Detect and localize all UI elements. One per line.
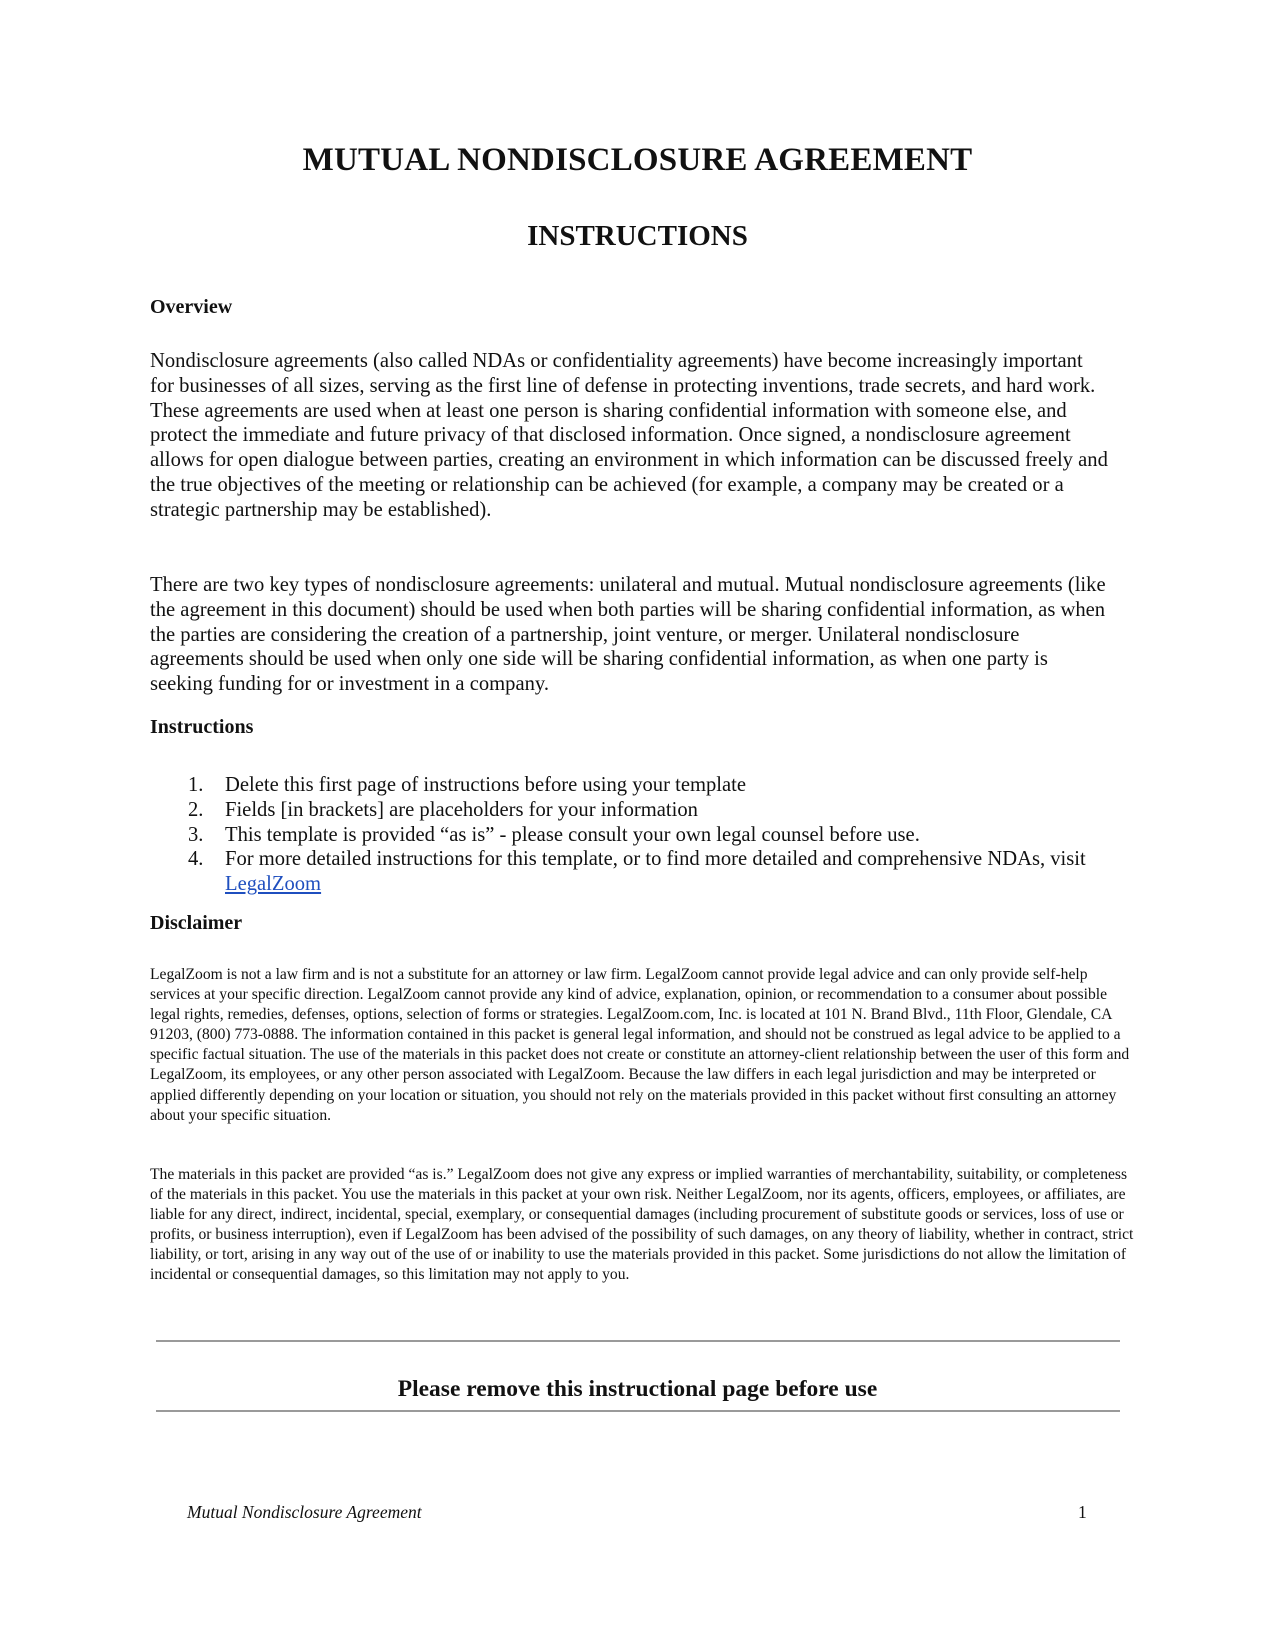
disclaimer-heading: Disclaimer bbox=[150, 912, 243, 934]
divider-top bbox=[156, 1340, 1120, 1342]
overview-heading: Overview bbox=[150, 296, 233, 318]
instructions-heading: Instructions bbox=[150, 716, 254, 738]
instruction-number: 2. bbox=[188, 798, 204, 821]
footer-document-title: Mutual Nondisclosure Agreement bbox=[187, 1502, 422, 1522]
overview-paragraph: Nondisclosure agreements (also called NDAs or confidentiality agreements) have become increasingly important for businesses of all sizes, serving as the first line of defense in protecting inventions, trade secrets, and hard work. These agreements are used when at least one person is sharing confidential information with someone else, and protect the immediate and future privacy of that disclosed information. Once signed, a nondisclosure agreement allows for open dialogue between parties, creating an environment in which information can be discussed freely and the true objectives of the meeting or relationship can be achieved (for example, a company may be created or a strategic partnership may be established). bbox=[150, 350, 1108, 521]
instruction-number: 1. bbox=[188, 774, 204, 796]
instruction-item bbox=[150, 823, 1110, 848]
instructions-list bbox=[150, 773, 1110, 897]
document-title: MUTUAL NONDISCLOSURE AGREEMENT bbox=[302, 142, 973, 178]
instruction-text: For more detailed instructions for this template, or to find more detailed and comprehensive NDAs, visit bbox=[225, 848, 1086, 871]
instruction-item bbox=[150, 847, 1110, 897]
footer-page-number: 1 bbox=[1078, 1502, 1087, 1522]
document-subtitle: INSTRUCTIONS bbox=[527, 220, 748, 252]
overview-paragraph: There are two key types of nondisclosure agreements: unilateral and mutual. Mutual nondisclosure agreements (like the agreement in this document) should be used when both parties will be sharing confidential information, as when the parties are considering the creation of a partnership, joint venture, or merger. Unilateral nondisclosure agreements should be used when only one side will be sharing confidential information, as when one party is seeking funding for or investment in a company. bbox=[150, 574, 1106, 696]
divider-bottom bbox=[156, 1410, 1120, 1412]
disclaimer-paragraph: The materials in this packet are provided “as is.” LegalZoom does not give any express or implied warranties of merchantability, suitability, or completeness of the materials in this packet. You use the materials in this packet at your own risk. Neither LegalZoom, nor its agents, officers, employees, or affiliates, are liable for any direct, indirect, incidental, special, exemplary, or consequential damages (including procurement of substitute goods or services, loss of use or profits, or business interruption), even if LegalZoom has been advised of the possibility of such damages, on any theory of liability, whether in contract, strict liability, or tort, arising in any way out of the use of or inability to use the materials provided in this packet. Some jurisdictions do not allow the limitation of incidental or consequential damages, so this limitation may not apply to you. bbox=[150, 1166, 1134, 1284]
disclaimer-paragraph: LegalZoom is not a law firm and is not a substitute for an attorney or law firm. LegalZoom cannot provide legal advice and can only provide self-help services at your specific direction. LegalZoom cannot provide any kind of advice, explanation, opinion, or recommendation to a consumer about possible legal rights, remedies, defenses, options, selection of forms or strategies. LegalZoom.com, Inc. is located at 101 N. Brand Blvd., 11th Floor, Glendale, CA 91203, (800) 773-0888. The information contained in this packet is general legal information, and should not be construed as legal advice to be applied to a specific factual situation. The use of the materials in this packet does not create or constitute an attorney-client relationship between the user of this form and LegalZoom, its employees, or any other person associated with LegalZoom. Because the law differs in each legal jurisdiction and may be interpreted or applied differently depending on your location or situation, you should not rely on the materials provided in this packet without first consulting an attorney about your specific situation. bbox=[150, 966, 1130, 1124]
instruction-number: 3. bbox=[188, 823, 204, 846]
legalzoom-link[interactable]: LegalZoom bbox=[225, 873, 322, 896]
instruction-number: 4. bbox=[188, 848, 204, 871]
instruction-text: Delete this first page of instructions before using your template bbox=[225, 774, 746, 796]
instruction-item bbox=[150, 773, 1110, 798]
instruction-text: This template is provided “as is” - please consult your own legal counsel before use. bbox=[225, 823, 920, 846]
instruction-text: Fields [in brackets] are placeholders for your information bbox=[225, 798, 698, 821]
instruction-item bbox=[150, 798, 1110, 823]
remove-page-notice: Please remove this instructional page before use bbox=[397, 1376, 878, 1402]
